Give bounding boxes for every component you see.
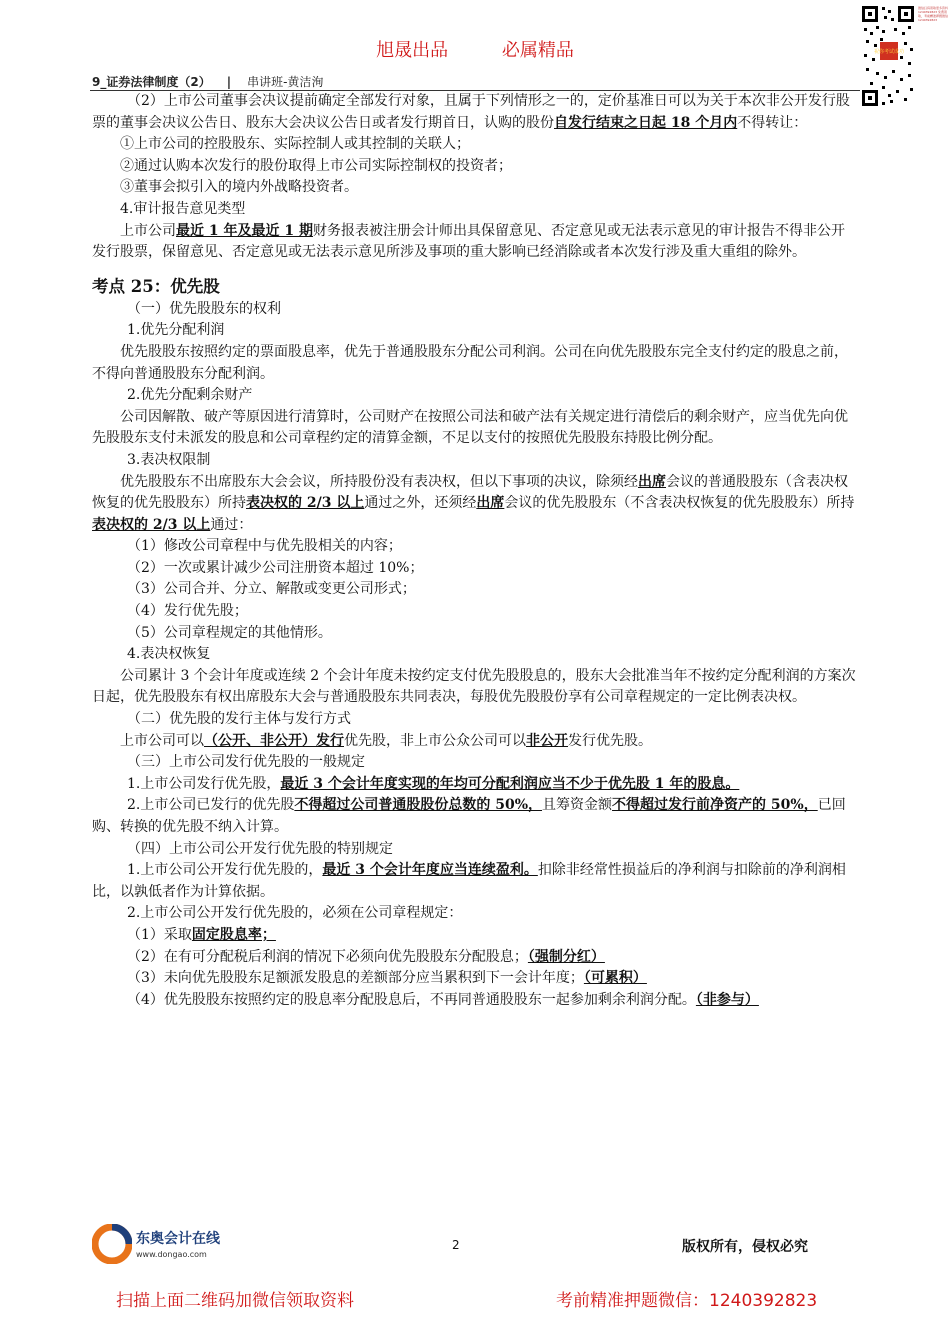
paragraph: 优先股股东按照约定的票面股息率，优先于普通股股东分配公司利润。公司在向优先股股东完全支付约定的股息之前，不得向普通股股东分配利润。: [92, 343, 848, 382]
text: 1.上市公司公开发行优先股的，: [127, 862, 323, 879]
emphasis: 不得超过公司普通股股份总数的 50%，: [294, 797, 543, 814]
emphasis: 最近 3 个会计年度实现的年均可分配利润应当不少于优先股 1 年的股息。: [280, 775, 740, 792]
header-separator: |: [226, 75, 232, 89]
subheading: 4.审计报告意见类型: [120, 200, 246, 217]
logo-icon: [92, 1224, 132, 1264]
text: 上市公司可以: [120, 732, 204, 749]
emphasis: 表决权的 2/3 以上: [246, 495, 365, 512]
page-number: 2: [452, 1238, 460, 1252]
text: 优先股，非上市公众公司可以: [344, 732, 526, 749]
paragraph: 公司累计 3 个会计年度或连续 2 个会计年度未按约定支付优先股股息的，股东大会批准当年不按约定分配利润的方案次日起，优先股股东有权出席股东大会与普通股股东共同表决，每股优先股股份享有公司章程规定的一定比例表决权。: [92, 667, 856, 706]
list-item: ②通过认购本次发行的股份取得上市公司实际控制权的投资者；: [120, 157, 512, 174]
emphasis: 固定股息率；: [191, 926, 276, 943]
emphasis: （强制分红）: [527, 948, 605, 965]
course-title: 9_证券法律制度（2）: [92, 75, 211, 89]
list-item: [92, 925, 858, 947]
emphasis: 最近 1 年及最近 1 期: [176, 222, 313, 239]
top-banner: [0, 36, 950, 62]
promo-left: 扫描上面二维码加微信领取资料: [116, 1291, 354, 1311]
qr-code-icon: [860, 4, 916, 108]
banner-right: 必属精品: [501, 40, 574, 61]
list-item: [92, 947, 858, 969]
list-item: [92, 990, 858, 1012]
section-title: 考点 25：优先股: [92, 276, 220, 296]
emphasis: 自发行结束之日起 18 个月内: [554, 114, 738, 131]
list-item: （3）公司合并、分立、解散或变更公司形式；: [127, 581, 416, 598]
emphasis: 不得超过发行前净资产的 50%，: [612, 797, 818, 814]
text: 优先股股东不出席股东大会会议，所持股份没有表决权，但以下事项的决议，除须经: [120, 473, 638, 490]
emphasis: 出席: [476, 495, 505, 512]
paragraph: [92, 774, 858, 796]
list-item: （4）发行优先股；: [127, 603, 248, 620]
list-item: （1）修改公司章程中与优先股相关的内容；: [127, 538, 402, 555]
document-body: [92, 91, 858, 1011]
subheading: 2.优先分配剩余财产: [127, 387, 253, 404]
subheading: 4.表决权恢复: [127, 646, 211, 663]
text: 通过之外，还须经: [364, 495, 477, 512]
emphasis: 表决权的 2/3 以上: [92, 516, 211, 533]
emphasis: 最近 3 个会计年度应当连续盈利。: [322, 862, 538, 879]
text: 已回购、转换的优先股不纳入计算。: [92, 797, 846, 835]
subheading: （三）上市公司发行优先股的一般规定: [127, 754, 365, 771]
paragraph: [92, 731, 858, 753]
subheading: 1.优先分配利润: [127, 322, 225, 339]
logo-name: 东奥会计在线: [136, 1231, 220, 1247]
text: 1.上市公司发行优先股，: [127, 775, 281, 792]
text: （2）上市公司董事会决议提前确定全部发行对象，且属于下列情形之一的，定价基准日可以为关于本次非公开发行股票的董事会决议公告日、股东大会决议公告日或者发行期首日，认购的股份: [92, 93, 850, 131]
emphasis: 非公开: [526, 732, 568, 749]
text: 发行优先股。: [568, 732, 652, 749]
subheading: 3.表决权限制: [127, 451, 211, 468]
list-item: （2）一次或累计减少公司注册资本超过 10%；: [127, 559, 424, 576]
logo-url: www.dongao.com: [136, 1250, 207, 1259]
qr-badge-text: 祝你考试成功: [873, 49, 905, 55]
promo-right: 考前精准押题微信：1240392823: [556, 1291, 818, 1311]
subheading: （四）上市公司公开发行优先股的特别规定: [127, 840, 393, 857]
text: 通过：: [210, 516, 253, 533]
list-item: ③董事会拟引入的境内外战略投资者。: [120, 179, 358, 196]
emphasis: （公开、非公开）发行: [204, 732, 344, 749]
text: 会议的普通股股东（含表决权恢复的优先股股东）所持: [92, 473, 848, 512]
company-logo: [92, 1224, 232, 1268]
subheading: （二）优先股的发行主体与发行方式: [127, 711, 351, 728]
emphasis: （可累积）: [583, 970, 647, 987]
text: 财务报表被注册会计师出具保留意见、否定意见或无法表示意见的审计报告不得非公开发行股票，保留意见、否定意见或无法表示意见所涉及事项的重大影响已经消除或者本次发行涉及重大重组的除外。: [92, 222, 845, 261]
text: （4）优先股股东按照约定的股息率分配股息后，不再同普通股股东一起参加剩余利润分配。: [127, 991, 696, 1008]
text: （2）在有可分配税后利润的情况下必须向优先股股东分配股息；: [127, 948, 528, 965]
text: 且筹资金额: [542, 797, 613, 814]
paragraph: [92, 91, 858, 134]
paragraph: [92, 221, 858, 264]
text: 不得转让：: [737, 114, 808, 131]
paragraph: 公司因解散、破产等原因进行清算时，公司财产在按照公司法和破产法有关规定进行清偿后的剩余财产，应当优先向优先股股东支付未派发的股息和公司章程约定的清算金额，不足以支付的按照优先股股东持股比例分配。: [92, 408, 848, 447]
banner-left: 旭晟出品: [376, 40, 449, 61]
teacher-name: 串讲班-黄洁洵: [247, 75, 324, 89]
paragraph: [92, 860, 858, 903]
running-header: [92, 73, 323, 90]
list-item: （5）公司章程规定的其他情形。: [127, 624, 332, 641]
text: 2.上市公司已发行的优先股: [127, 797, 295, 814]
paragraph: 2.上市公司公开发行优先股的，必须在公司章程规定：: [127, 905, 463, 922]
text: 上市公司: [120, 222, 176, 239]
text: （3）未向优先股股东足额派发股息的差额部分应当累积到下一会计年度；: [127, 970, 584, 987]
list-item: [92, 968, 858, 990]
text: 会议的优先股股东（不含表决权恢复的优先股股东）所持: [504, 495, 855, 512]
subheading: （一）优先股股东的权利: [127, 300, 281, 317]
paragraph: [92, 795, 858, 838]
qr-note: 微信扫码领取更多资料 1240392823 免费领取，考前精准押题微信 1240392823: [918, 6, 948, 22]
paragraph: [92, 472, 858, 537]
emphasis: （非参与）: [695, 991, 759, 1008]
text: （1）采取: [127, 926, 192, 943]
copyright-notice: 版权所有，侵权必究: [682, 1239, 808, 1255]
list-item: ①上市公司的控股股东、实际控制人或其控制的关联人；: [120, 136, 470, 153]
emphasis: 出席: [638, 473, 666, 490]
text: 扣除非经常性损益后的净利润与扣除前的净利润相比，以孰低者作为计算依据。: [92, 862, 846, 900]
